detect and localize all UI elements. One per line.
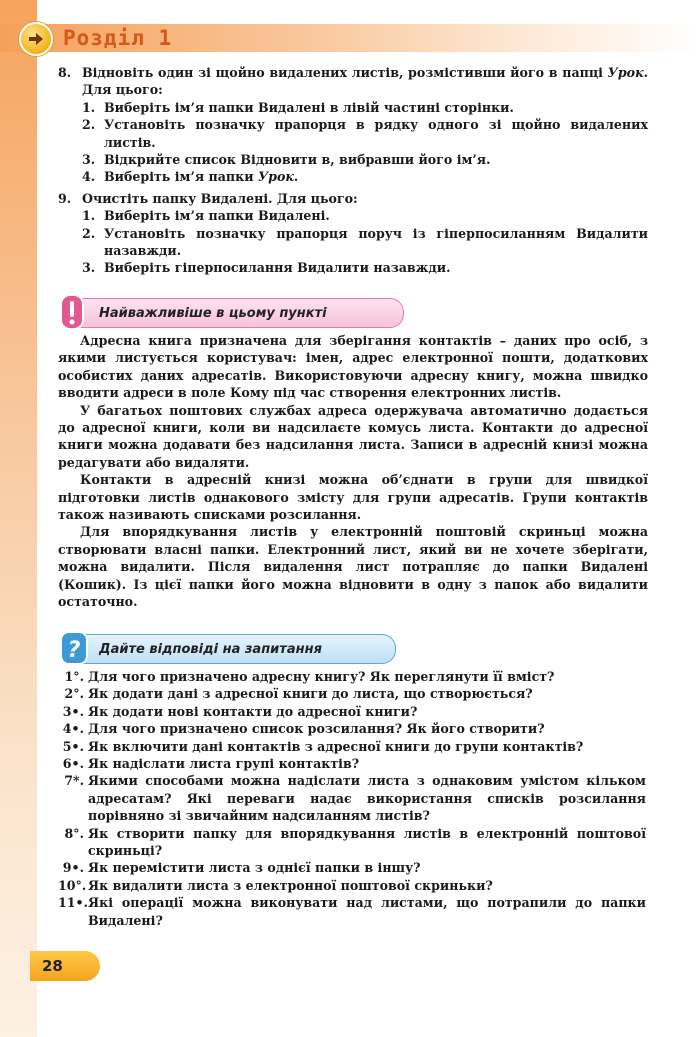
paragraph (58, 523, 648, 610)
question-text: Як включити дані контактів з адресної книги до групи контактів? (88, 738, 584, 754)
question-text: Як надіслати листа групі контактів? (88, 756, 360, 772)
question-item (58, 755, 646, 772)
question-number: 11•. (58, 895, 88, 911)
question-text: Для чого призначено список розсилання? Як його створити? (88, 721, 545, 737)
paragraph (58, 332, 648, 402)
text: Виберіть ім’я папки (104, 169, 258, 185)
task-intro (82, 64, 648, 99)
task-number: 8. (58, 65, 72, 80)
task-intro (82, 190, 648, 207)
folder-name: Видалені (Кошик) (58, 559, 648, 592)
question-item (58, 825, 646, 860)
text: Виберіть ім’я папки (104, 99, 258, 115)
question-item (58, 685, 646, 702)
text: Установіть позначку прапорця поруч із гіперпосиланням (104, 225, 577, 241)
exclamation-icon (59, 293, 89, 331)
question-item (58, 772, 646, 824)
questions-heading-box (62, 634, 396, 664)
left-margin-strip (0, 0, 37, 1037)
question-icon (59, 630, 91, 666)
command-name: Відновити в, (240, 152, 335, 168)
question-number: 8°. (64, 825, 84, 841)
task-step (82, 99, 648, 116)
step-number: 1. (82, 99, 96, 115)
text: Установіть позначку прапорця в рядку одного зі щойно видалених листів. (104, 117, 648, 150)
folder-name: Видалені (88, 912, 156, 928)
question-text: Для чого призначено адресну книгу? Як переглянути її вміст? (88, 669, 555, 684)
text: . (293, 169, 299, 185)
step-number: 4. (82, 169, 96, 185)
text: Для впорядкування листів у електронній поштовій скриньці можна створювати власні папки. Електронний лист, який ви не хочете зберігати, можна видалити. Після видалення лист потрапляє до папки (58, 524, 648, 575)
task-step (82, 259, 648, 276)
task-item (58, 64, 648, 186)
step-number: 2. (82, 225, 96, 241)
text: Контакти в адресній книзі можна об’єднати в групи для швидкої підготовки листів однакового змісту для групи адресатів. Групи контактів також називають (58, 472, 648, 523)
task-item (58, 190, 648, 277)
section-title: Розділ 1 (63, 26, 173, 50)
task-step (82, 116, 648, 151)
question-text: Як видалити листа з електронної поштової скриньки? (88, 877, 493, 893)
question-text: Як додати дані з адресної книги до листа, що створюється? (88, 686, 533, 702)
question-number: 4•. (62, 721, 84, 737)
question-item (58, 877, 646, 894)
link-name: Видалити назавжди (297, 260, 447, 276)
important-heading-box (62, 298, 404, 328)
paragraph (58, 471, 648, 523)
question-item (58, 720, 646, 737)
text: . (356, 507, 362, 523)
question-text: Які операції можна виконувати над листами, що потрапили до папки (88, 895, 646, 911)
link-name: Видалити назавжди (104, 225, 648, 259)
text: – даних про осіб, з якими листується користувач: імен, адрес електронної пошти, додаткових особистих даних адресатів. Використовуючи адресну книгу, можна швидко вводити адреси в поле (58, 333, 648, 401)
question-text: Як додати нові контакти до адресної книги? (88, 703, 418, 719)
important-title: Найважливіше в цьому пункті (99, 305, 327, 321)
term: контактів (418, 333, 492, 348)
summary-text (58, 332, 648, 611)
questions-title: Дайте відповіді на запитання (99, 641, 322, 657)
step-number: 2. (82, 117, 96, 133)
folder-name: Урок (607, 65, 644, 80)
question-text: Як створити папку для впорядкування листів в електронній поштової скриньці? (88, 825, 646, 859)
question-item (58, 894, 646, 929)
question-text: Як перемістити листа з однієї папки в іншу? (88, 860, 421, 876)
task-number: 9. (58, 190, 72, 206)
step-number: 1. (82, 208, 96, 224)
text: . (325, 208, 330, 224)
text: Виберіть ім’я папки (104, 208, 258, 224)
folder-name: Видалені (257, 99, 326, 115)
arrow-right-icon (19, 22, 53, 56)
text: Відкрийте список (104, 152, 241, 168)
question-item (58, 703, 646, 720)
step-number: 3. (82, 260, 96, 276)
text: . Для цього: (268, 190, 358, 206)
text: призначена для зберігання (191, 333, 419, 348)
text: . Із цієї папки його можна відновити в одну з папок або видалити остаточно. (58, 576, 648, 610)
question-number: 2°. (64, 686, 84, 702)
question-number: 6•. (62, 756, 84, 772)
text: . (446, 260, 451, 276)
text: вибравши його ім’я. (334, 152, 491, 168)
question-number: 3•. (62, 703, 84, 719)
text: ? (155, 912, 163, 928)
question-number: 9•. (62, 860, 84, 876)
task-step (82, 168, 648, 185)
task-step (82, 207, 648, 224)
task-step (82, 151, 648, 168)
question-number: 5•. (62, 738, 84, 754)
question-item (58, 668, 646, 685)
page-number: 28 (30, 951, 100, 981)
svg-text:?: ? (67, 638, 81, 663)
text: Відновіть один зі щойно видалених листів, розмістивши його в папці (82, 65, 608, 80)
task-list (58, 64, 648, 277)
question-text: Якими способами можна надіслати листа з однаковим умістом кільком адресатам? Які переваги надає використання списків розсилання порівняно зі звичайним надсиланням листів? (88, 773, 646, 824)
text: під час створення електронних листів. (268, 385, 562, 401)
text: Виберіть гіперпосилання (104, 260, 298, 276)
term: Адресна книга (80, 333, 192, 348)
task-step (82, 225, 648, 260)
question-number: 7*. (64, 773, 84, 789)
term: списками розсилання (193, 507, 357, 523)
question-item (58, 738, 646, 755)
text: . (176, 243, 182, 259)
step-number: 3. (82, 152, 96, 168)
text: в лівій частині сторінки. (325, 99, 514, 115)
folder-name: Видалені (200, 190, 269, 206)
question-number: 10°. (58, 877, 87, 893)
text: . Для цього: (82, 65, 648, 98)
question-number: 1°. (64, 669, 84, 684)
questions-list (58, 668, 646, 929)
folder-name: Урок (257, 169, 294, 185)
folder-name: Видалені (257, 208, 326, 224)
paragraph: У багатьох поштових службах адреса одержувача автоматично додається до адресної книги, коли ви надсилаєте комусь листа. Контакти до адресної книги можна додавати без надсилання листа. Записи в адресній книзі можна редагувати або видаляти. (58, 402, 648, 470)
field-name: Кому (229, 385, 269, 401)
text: Очистіть папку (82, 190, 201, 206)
question-item (58, 859, 646, 876)
